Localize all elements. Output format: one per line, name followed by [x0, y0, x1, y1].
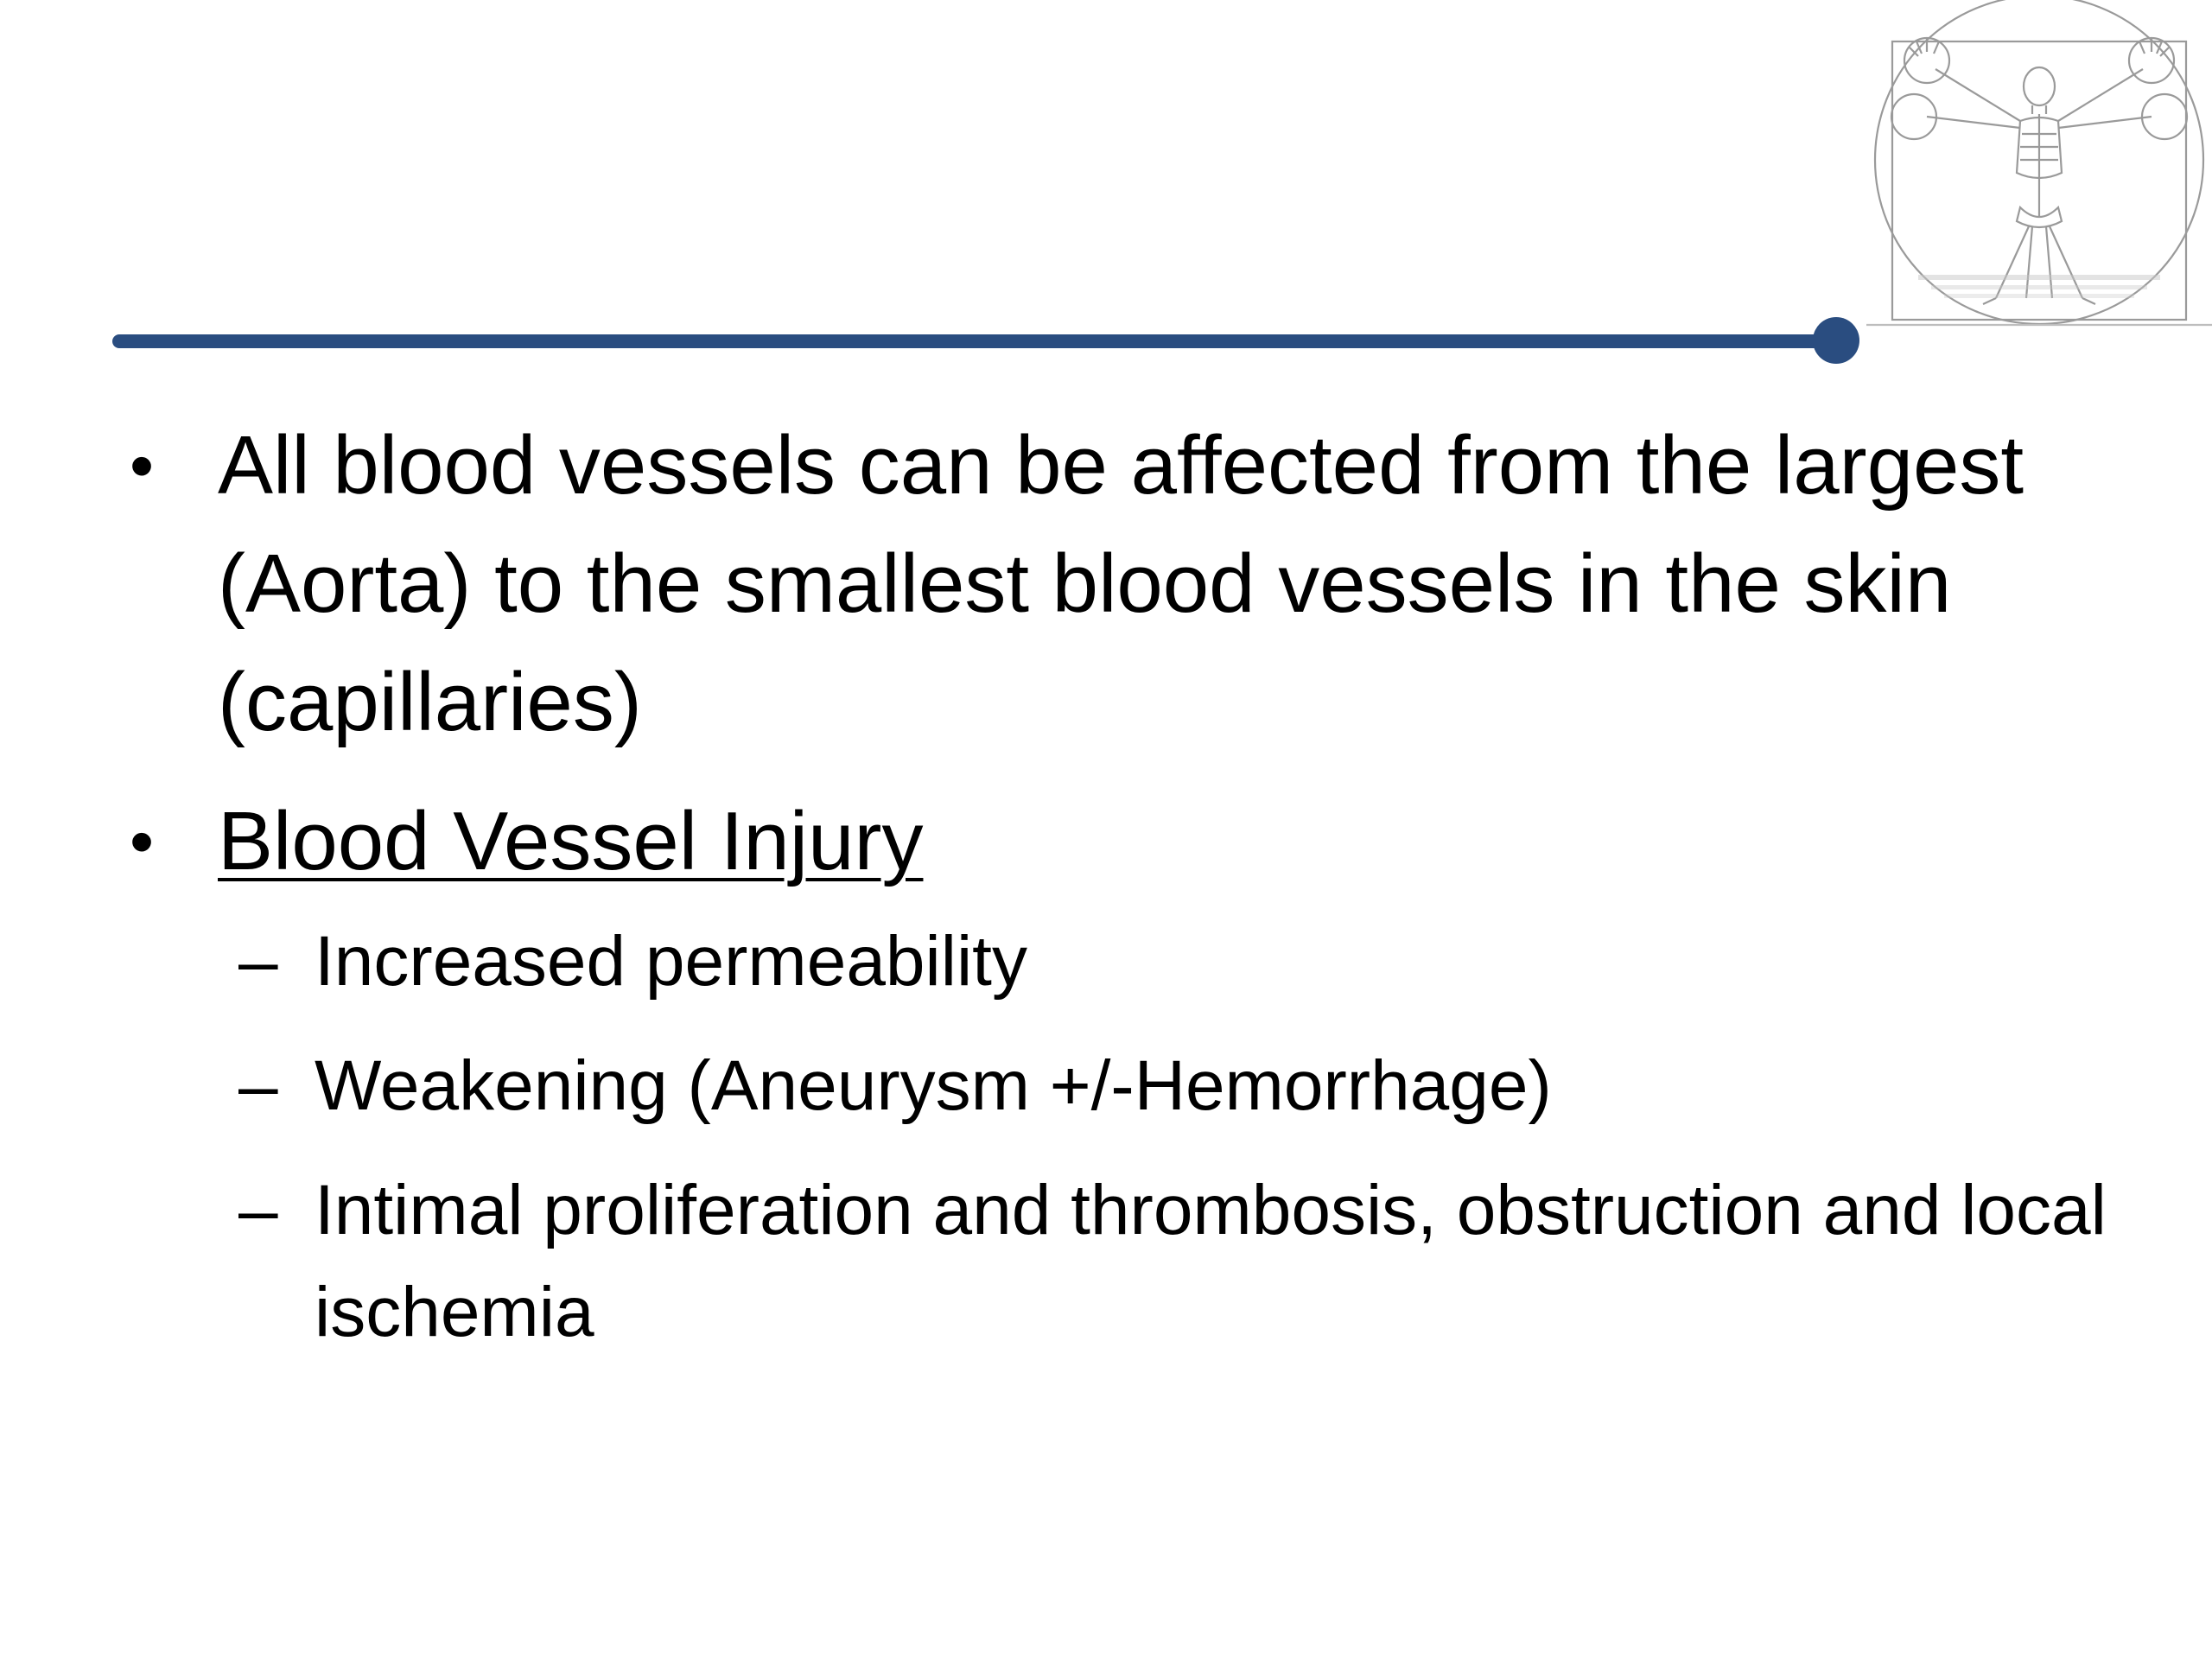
title-divider-line [112, 334, 1832, 348]
sub-bullet-item [130, 911, 2117, 1013]
slide-content [130, 406, 2117, 1529]
sub-bullet-item [130, 1035, 2117, 1137]
bullet-text: All blood vessels can be affected from the largest (Aorta) to the smallest blood vessels in the skin (capillaries) [218, 419, 2024, 748]
vitruvian-figure-logo-icon [1866, 0, 2212, 328]
bullet-marker: • [130, 803, 155, 880]
sub-bullet-text: Weakening (Aneurysm +/-Hemorrhage) [315, 1046, 1552, 1125]
bullet-marker: • [130, 427, 155, 504]
sub-bullet-list [130, 911, 2117, 1363]
bullet-heading-underlined: Blood Vessel Injury [218, 795, 924, 887]
sub-bullet-text: Increased permeability [315, 922, 1027, 1001]
sub-bullet-item [130, 1160, 2117, 1363]
divider-endpoint-dot [1813, 317, 1859, 364]
sub-bullet-text: Intimal proliferation and thrombosis, obstruction and local ischemia [315, 1171, 2107, 1351]
dash-marker: – [238, 1171, 278, 1249]
slide-title [130, 104, 1771, 276]
dash-marker: – [238, 1046, 278, 1125]
bullet-item [130, 782, 2117, 900]
dash-marker: – [238, 922, 278, 1001]
bullet-item [130, 406, 2117, 761]
